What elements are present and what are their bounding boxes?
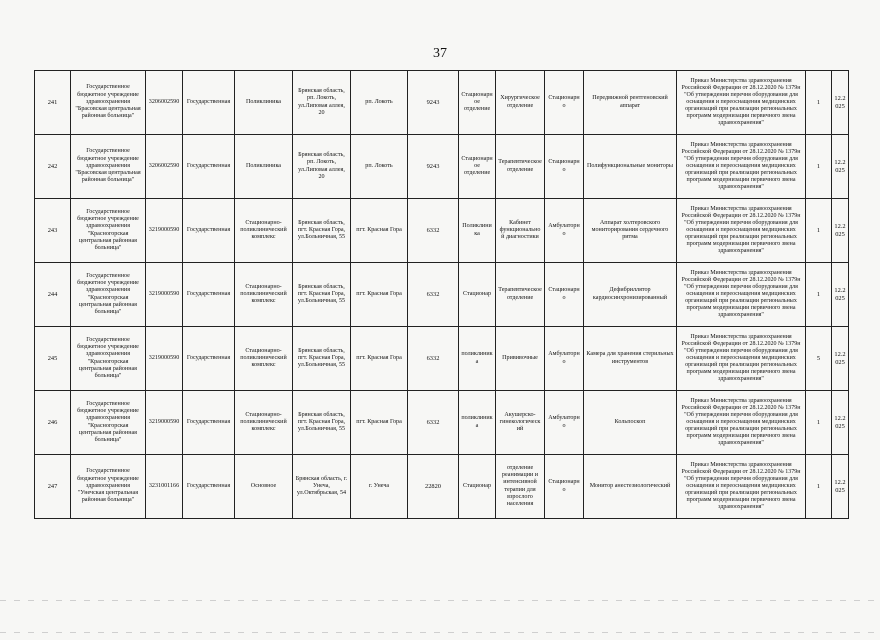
- settlement: г. Унеча: [351, 455, 408, 519]
- deadline: 12.2025: [832, 455, 849, 519]
- care-type: Стационар: [459, 263, 496, 327]
- ownership: Государственная: [183, 327, 235, 391]
- settlement: рп. Локоть: [351, 135, 408, 199]
- department: Терапевтическое отделение: [496, 263, 545, 327]
- settlement: рп. Локоть: [351, 71, 408, 135]
- organization-type: Поликлиника: [235, 71, 293, 135]
- equipment-name: Дефибриллятор кардиосинхронизированный: [584, 263, 677, 327]
- ownership: Государственная: [183, 263, 235, 327]
- population: 6332: [408, 263, 459, 327]
- deadline: 12.2025: [832, 327, 849, 391]
- equipment-name: Полифункциональные мониторы: [584, 135, 677, 199]
- organization-type: Стационарно-поликлинический комплекс: [235, 263, 293, 327]
- equipment-name: Монитор анестезиологический: [584, 455, 677, 519]
- population: 9243: [408, 71, 459, 135]
- address: Брянская область, пгт. Красная Гора, ул.Больничная, 55: [293, 263, 351, 327]
- address: Брянская область, рп. Локоть, ул.Липовая аллея, 20: [293, 135, 351, 199]
- equipment-name: Кольпоскоп: [584, 391, 677, 455]
- quantity: 1: [806, 455, 832, 519]
- ownership: Государственная: [183, 71, 235, 135]
- inn: 3219000590: [146, 263, 183, 327]
- order-reference: Приказ Министерства здравоохранения Российской Федерации от 28.12.2020 № 1379н "Об утверждении перечня оборудования для оснащения и переоснащения медицинских организаций при реализации региональных программ модернизации первичного звена здравоохранения": [677, 71, 806, 135]
- institution-name: Государственное бюджетное учреждение здравоохранения "Брасовская центральная районная больница": [71, 71, 146, 135]
- population: 6332: [408, 391, 459, 455]
- organization-type: Стационарно-поликлинический комплекс: [235, 327, 293, 391]
- row-number: 247: [35, 455, 71, 519]
- order-reference: Приказ Министерства здравоохранения Российской Федерации от 28.12.2020 № 1379н "Об утверждении перечня оборудования для оснащения и переоснащения медицинских организаций при реализации региональных программ модернизации первичного звена здравоохранения": [677, 199, 806, 263]
- table-row: [35, 135, 849, 199]
- address: Брянская область, пгт. Красная Гора, ул.Больничная, 55: [293, 199, 351, 263]
- department: Терапевтическое отделение: [496, 135, 545, 199]
- care-condition: Амбулаторно: [545, 327, 584, 391]
- row-number: 242: [35, 135, 71, 199]
- care-condition: Амбулаторно: [545, 199, 584, 263]
- deadline: 12.2025: [832, 199, 849, 263]
- care-condition: Стационарно: [545, 71, 584, 135]
- equipment-name: Камера для хранения стерильных инструментов: [584, 327, 677, 391]
- row-number: 246: [35, 391, 71, 455]
- ownership: Государственная: [183, 455, 235, 519]
- institution-name: Государственное бюджетное учреждение здравоохранения "Красногорская центральная районная больница": [71, 391, 146, 455]
- population: 22820: [408, 455, 459, 519]
- department: отделение реанимации и интенсивной терапии для взрослого населения: [496, 455, 545, 519]
- settlement: пгт. Красная Гора: [351, 327, 408, 391]
- care-type: поликлиника: [459, 391, 496, 455]
- address: Брянская область, г. Унеча, ул.Октябрьская, 54: [293, 455, 351, 519]
- inn: 3206002590: [146, 135, 183, 199]
- department: Прививочные: [496, 327, 545, 391]
- care-type: Стационарное отделение: [459, 135, 496, 199]
- address: Брянская область, пгт. Красная Гора, ул.Больничная, 55: [293, 327, 351, 391]
- order-reference: Приказ Министерства здравоохранения Российской Федерации от 28.12.2020 № 1379н "Об утверждении перечня оборудования для оснащения и переоснащения медицинских организаций при реализации региональных программ модернизации первичного звена здравоохранения": [677, 263, 806, 327]
- equipment-name: Передвижной рентгеновский аппарат: [584, 71, 677, 135]
- inn: 3231001166: [146, 455, 183, 519]
- organization-type: Основное: [235, 455, 293, 519]
- address: Брянская область, пгт. Красная Гора, ул.Больничная, 55: [293, 391, 351, 455]
- settlement: пгт. Красная Гора: [351, 199, 408, 263]
- institution-name: Государственное бюджетное учреждение здравоохранения "Красногорская центральная районная больница": [71, 199, 146, 263]
- institution-name: Государственное бюджетное учреждение здравоохранения "Унечская центральная районная больница": [71, 455, 146, 519]
- care-condition: Стационарно: [545, 263, 584, 327]
- population: 6332: [408, 327, 459, 391]
- care-condition: Стационарно: [545, 455, 584, 519]
- settlement: пгт. Красная Гора: [351, 263, 408, 327]
- order-reference: Приказ Министерства здравоохранения Российской Федерации от 28.12.2020 № 1379н "Об утверждении перечня оборудования для оснащения и переоснащения медицинских организаций при реализации региональных программ модернизации первичного звена здравоохранения": [677, 135, 806, 199]
- order-reference: Приказ Министерства здравоохранения Российской Федерации от 28.12.2020 № 1379н "Об утверждении перечня оборудования для оснащения и переоснащения медицинских организаций при реализации региональных программ модернизации первичного звена здравоохранения": [677, 327, 806, 391]
- care-condition: Амбулаторно: [545, 391, 584, 455]
- settlement: пгт. Красная Гора: [351, 391, 408, 455]
- inn: 3219000590: [146, 327, 183, 391]
- table-row: [35, 455, 849, 519]
- table-row: [35, 391, 849, 455]
- organization-type: Поликлиника: [235, 135, 293, 199]
- quantity: 1: [806, 135, 832, 199]
- inn: 3206002590: [146, 71, 183, 135]
- inn: 3219000590: [146, 391, 183, 455]
- organization-type: Стационарно-поликлинический комплекс: [235, 391, 293, 455]
- quantity: 1: [806, 263, 832, 327]
- population: 6332: [408, 199, 459, 263]
- ownership: Государственная: [183, 135, 235, 199]
- department: Акушерско-гинекологический: [496, 391, 545, 455]
- row-number: 243: [35, 199, 71, 263]
- inn: 3219000590: [146, 199, 183, 263]
- order-reference: Приказ Министерства здравоохранения Российской Федерации от 28.12.2020 № 1379н "Об утверждении перечня оборудования для оснащения и переоснащения медицинских организаций при реализации региональных программ модернизации первичного звена здравоохранения": [677, 391, 806, 455]
- table-row: [35, 327, 849, 391]
- equipment-name: Аппарат холтеровского мониторирования сердечного ритма: [584, 199, 677, 263]
- deadline: 12.2025: [832, 135, 849, 199]
- quantity: 1: [806, 71, 832, 135]
- row-number: 241: [35, 71, 71, 135]
- care-type: Стационар: [459, 455, 496, 519]
- institution-name: Государственное бюджетное учреждение здравоохранения "Брасовская центральная районная больница": [71, 135, 146, 199]
- ownership: Государственная: [183, 199, 235, 263]
- deadline: 12.2025: [832, 391, 849, 455]
- equipment-table: [34, 70, 849, 519]
- deadline: 12.2025: [832, 263, 849, 327]
- care-type: Стационарное отделение: [459, 71, 496, 135]
- quantity: 1: [806, 391, 832, 455]
- page-number: 37: [433, 46, 447, 61]
- table-row: [35, 263, 849, 327]
- department: Хирургическое отделение: [496, 71, 545, 135]
- care-type: поликлиника: [459, 327, 496, 391]
- institution-name: Государственное бюджетное учреждение здравоохранения "Красногорская центральная районная больница": [71, 263, 146, 327]
- ownership: Государственная: [183, 391, 235, 455]
- order-reference: Приказ Министерства здравоохранения Российской Федерации от 28.12.2020 № 1379н "Об утверждении перечня оборудования для оснащения и переоснащения медицинских организаций при реализации региональных программ модернизации первичного звена здравоохранения": [677, 455, 806, 519]
- table-row: [35, 199, 849, 263]
- department: Кабинет функциональной диагностики: [496, 199, 545, 263]
- row-number: 245: [35, 327, 71, 391]
- institution-name: Государственное бюджетное учреждение здравоохранения "Красногорская центральная районная больница": [71, 327, 146, 391]
- population: 9243: [408, 135, 459, 199]
- deadline: 12.2025: [832, 71, 849, 135]
- quantity: 1: [806, 199, 832, 263]
- organization-type: Стационарно-поликлинический комплекс: [235, 199, 293, 263]
- quantity: 5: [806, 327, 832, 391]
- care-type: Поликлиника: [459, 199, 496, 263]
- address: Брянская область, рп. Локоть, ул.Липовая аллея, 20: [293, 71, 351, 135]
- row-number: 244: [35, 263, 71, 327]
- table-row: [35, 71, 849, 135]
- care-condition: Стационарно: [545, 135, 584, 199]
